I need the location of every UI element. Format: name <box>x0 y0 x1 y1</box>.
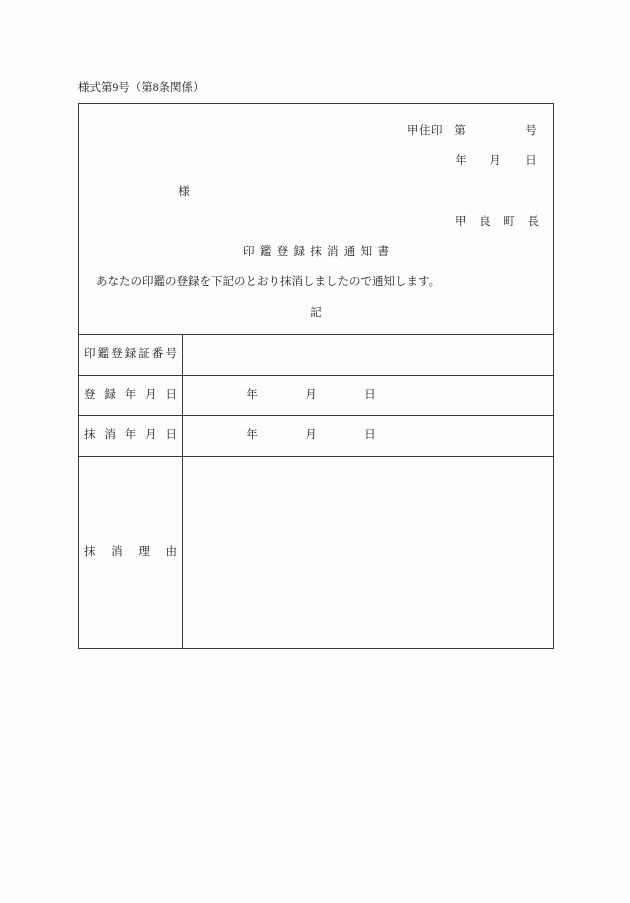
reference-prefix: 甲住印 <box>407 125 443 137</box>
form-number: 様式第9号（第8条関係） <box>78 82 205 94</box>
cancellation-date-month: 月 <box>305 429 317 441</box>
label-registration-date: 登録年月日 <box>84 389 177 401</box>
issuer-name: 甲良町長 <box>455 216 539 228</box>
label-cancellation-reason: 抹消理由 <box>84 546 177 558</box>
notice-date-month: 月 <box>489 155 501 167</box>
registration-date-month: 月 <box>305 389 317 401</box>
notice-date-day: 日 <box>525 155 537 167</box>
document-title: 印鑑登録抹消通知書 <box>243 246 395 258</box>
registration-certificate-number-cell <box>183 335 553 375</box>
cancellation-date-day: 日 <box>364 429 376 441</box>
addressee-suffix: 様 <box>178 186 190 198</box>
label-registration-certificate-number: 印鑑登録証番号 <box>84 348 177 360</box>
notice-body-text: あなたの印鑑の登録を下記のとおり抹消しましたので通知します。 <box>96 276 441 288</box>
row-divider <box>78 375 554 376</box>
notice-date-year: 年 <box>455 155 467 167</box>
ki-heading: 記 <box>310 307 322 319</box>
registration-date-year: 年 <box>246 389 258 401</box>
reference-number-dai: 第 <box>454 125 466 137</box>
row-divider <box>78 415 554 416</box>
registration-date-day: 日 <box>364 389 376 401</box>
reference-number-go: 号 <box>525 125 537 137</box>
label-cancellation-date: 抹消年月日 <box>84 429 177 441</box>
cancellation-date-year: 年 <box>246 429 258 441</box>
cancellation-reason-cell <box>183 457 553 647</box>
